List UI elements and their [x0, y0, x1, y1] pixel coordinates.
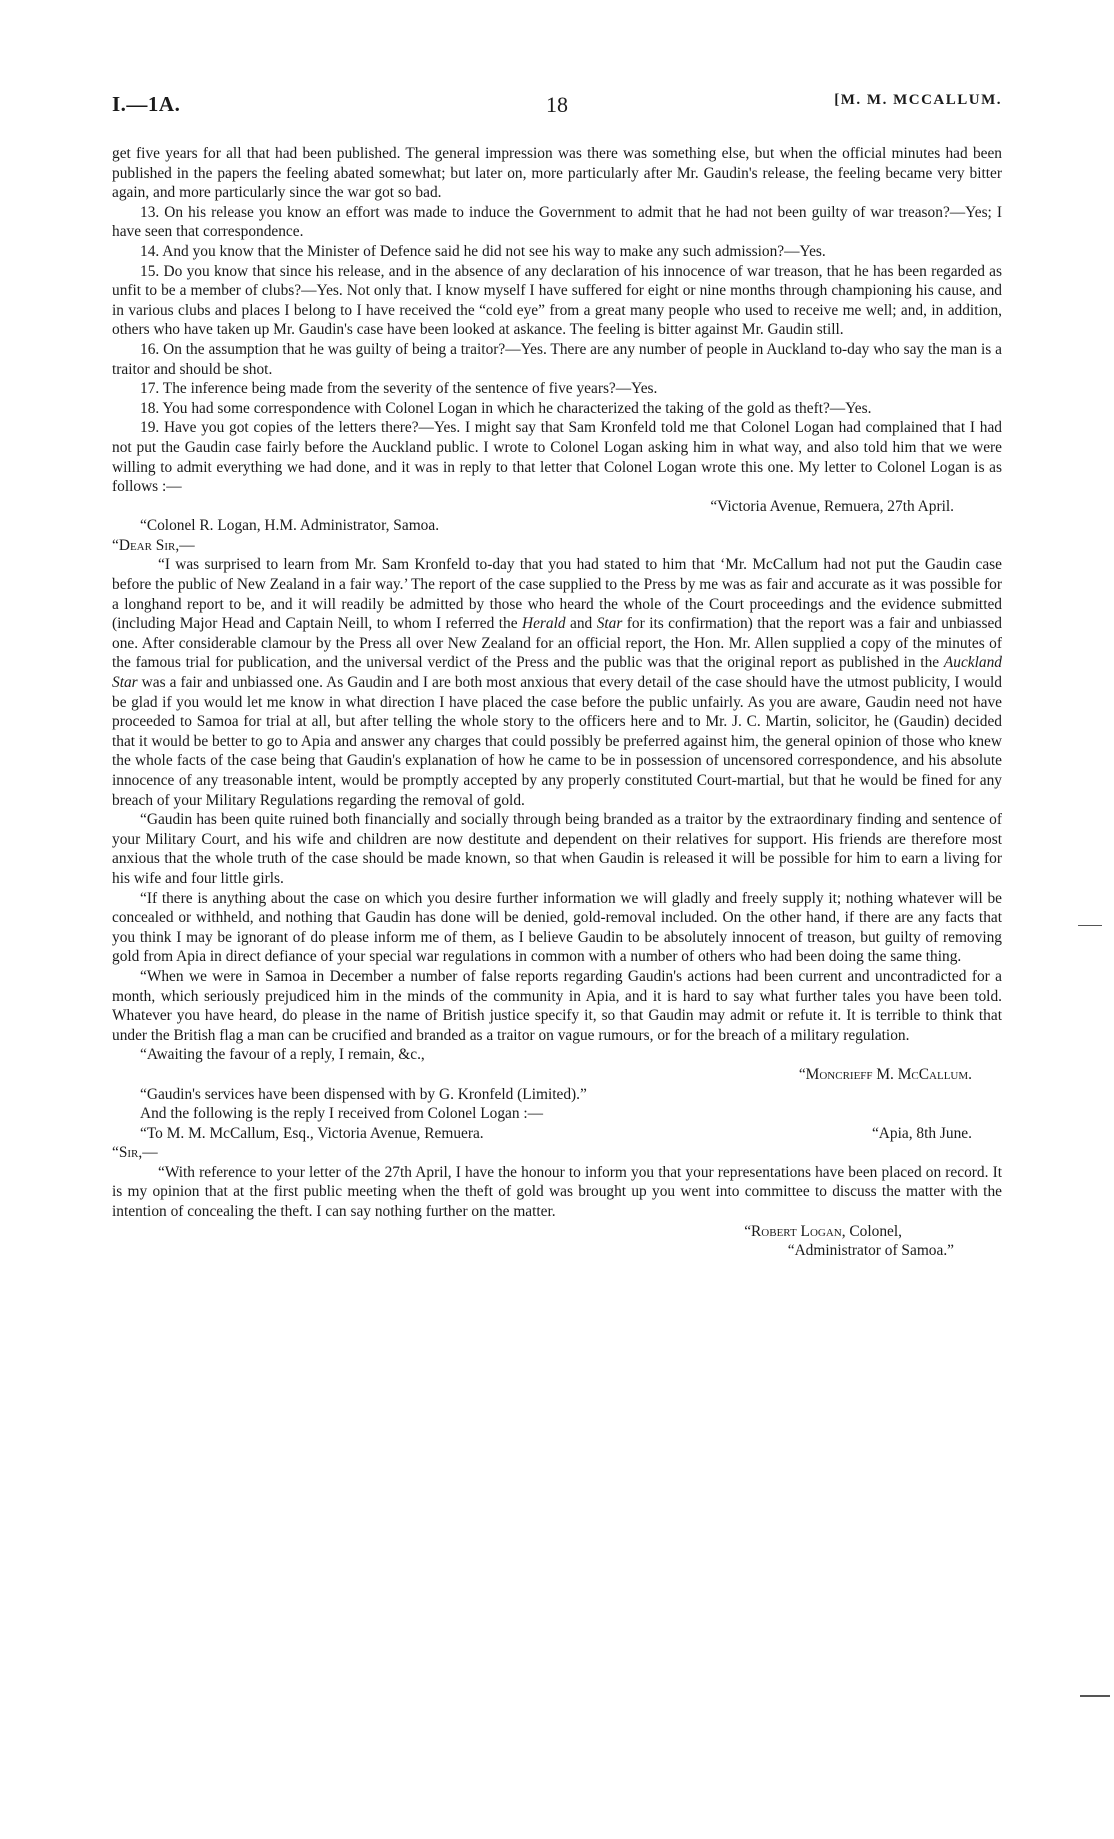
text-run: for its confirmation) that the report was a fair and unbiassed one. After considerable clamour by the Press all over New Zealand for an official report, the Hon. Mr. Allen supplied a copy of the minutes of the famous trial for publication, and the universal verdict of the Press and the public was that the original report as published in the [112, 615, 1002, 672]
signature-name: Moncrieff M. McCallum. [805, 1065, 972, 1083]
page-header [112, 92, 1002, 132]
margin-mark [1078, 925, 1102, 926]
paragraph-continuation: get five years for all that had been published. The general impression was there was something else, but when the official minutes had been published in the papers the feeling abated somewhat; but later on, more particularly after Mr. Gaudin's release, the feeling became very bitter again, and more particularly since the war got so bad. [112, 145, 1002, 202]
letter-signature [112, 1065, 1002, 1085]
newspaper-herald: Herald [521, 615, 566, 633]
reply-signature-title: “Administrator of Samoa.” [787, 1242, 954, 1260]
letter-recipient: “Colonel R. Logan, H.M. Administrator, Samoa. [140, 517, 440, 535]
reply-header-row [112, 1124, 1002, 1144]
letter-body-paragraph-3: “If there is anything about the case on which you desire further information we will gladly and freely supply it; nothing whatever will be concealed or withheld, and nothing that Gaudin has done will be denied, gold-removal included. On the other hand, if there are any facts that you think I may be ignorant of do please inform me of them, as I believe Gaudin to be absolutely innocent of treason, but guilty of removing gold from Apia in direct defiance of your special war regulations in common with a number of others who had been doing the same thing. [112, 889, 1002, 966]
quote-mark: “ [798, 1065, 806, 1083]
quote-mark: “ [744, 1222, 752, 1240]
question-19: 19. Have you got copies of the letters there?—Yes. I might say that Sam Kronfeld told me that Colonel Logan had complained that I had not put the Gaudin case fairly before the Auckland public. I wrote to Colonel Logan asking him in what way, and also told him that we were willing to admit everything we had done, and it was in reply to that letter that Colonel Logan wrote this one. My letter to Colonel Logan is as follows :— [112, 419, 1002, 496]
witness-name: [M. M. MCCALLUM. [834, 92, 1002, 108]
reply-body: “With reference to your letter of the 27th April, I have the honour to inform you that your representations have been placed on record. It is my opinion that at the first public meeting when the theft of gold was brought up you went into committee to discuss the matter with the intention of concealing the theft. I can say nothing further on the matter. [112, 1163, 1002, 1221]
text-run: and [565, 615, 597, 633]
text-run: was a fair and unbiassed one. As Gaudin and I are both most anxious that every detail of the case should have the utmost publicity, I would be glad if you would let me know in what direction I have placed the case before the public unfairly. As you are aware, Gaudin need not have proceeded to Samoa for trial at all, but after telling the whole story to the officers here and to Mr. J. C. Martin, solicitor, he (Gaudin) decided that it would be better to go to Apia and answer any charges that could possibly be preferred against him, the general opinion of those who knew the whole facts of the case being that Gaudin's explanation of how he came to be in possession of uncensored correspondence, and his absolute innocence of any treasonable intent, would be promptly accepted by any properly constituted Court-martial, but that he would be fined for any breach of your Military Regulations regarding the removal of gold. [112, 674, 1003, 809]
newspaper-auckland-star: Auckland Star [112, 654, 1002, 692]
letter-body-paragraph-4: “When we were in Samoa in December a number of false reports regarding Gaudin's actions had been current and uncontradicted for a month, which seriously prejudiced him in the minds of the community in Apia, and it is hard to say what further tales you have been told. Whatever you have heard, do please in the name of British justice specify it, so that Gaudin may admit or refute it. It is terrible to think that under the British flag a man can be crucified and branded as a traitor on vague rumours, or for the breach of a military regulation. [112, 967, 1002, 1044]
letter-closing: “Awaiting the favour of a reply, I remain, &c., [140, 1046, 425, 1064]
signature-rank: , Colonel, [841, 1222, 902, 1240]
signature-name: Robert Logan [751, 1222, 842, 1240]
reply-salutation: “Sir,— [112, 1144, 158, 1162]
paper-reference: I.—1A. [112, 92, 181, 116]
question-17: 17. The inference being made from the severity of the sentence of five years?—Yes. [140, 380, 658, 398]
newspaper-star: Star [596, 615, 623, 633]
text-run: “I was surprised to learn from Mr. Sam Kronfeld to-day that you had stated to him that ‘Mr. McCallum had not put the Gaudin case before the public of New Zealand in a fair way.’ The report of the case supplied to the Press by me was as fair and accurate as it was possible for a longhand report to be, and it will readily be admitted by those who heard the whole of the Court proceedings and the evidence submitted (including Major Head and Captain Neill, to whom I referred the [112, 556, 1002, 633]
letter-body-paragraph-1 [112, 555, 1002, 810]
margin-mark [1080, 1695, 1110, 1697]
page-number: 18 [546, 92, 568, 117]
reply-date: “Apia, 8th June. [871, 1124, 972, 1142]
letter-salutation: “Dear Sir,— [112, 536, 195, 554]
transition-text: And the following is the reply I received from Colonel Logan :— [140, 1105, 544, 1123]
question-16: 16. On the assumption that he was guilty of being a traitor?—Yes. There are any number of people in Auckland to-day who say the man is a traitor and should be shot. [112, 340, 1002, 378]
document-body [112, 144, 1002, 1261]
question-18: 18. You had some correspondence with Colonel Logan in which he characterized the taking of the gold as theft?—Yes. [140, 399, 872, 417]
question-14: 14. And you know that the Minister of Defence said he did not see his way to make any such admission?—Yes. [140, 242, 826, 260]
letter-postscript: “Gaudin's services have been dispensed with by G. Kronfeld (Limited).” [140, 1085, 587, 1103]
document-page [112, 92, 1003, 1260]
question-15: 15. Do you know that since his release, and in the absence of any declaration of his innocence of war treason, that he has been regarded as unfit to be a member of clubs?—Yes. Not only that. I know myself I have suffered for eight or nine months through championing his cause, and in various clubs and places I belong to I have received the “cold eye” from a great many people who used to receive me well; and, in addition, others who have taken up Mr. Gaudin's case have been looked at askance. The feeling is bitter against Mr. Gaudin still. [112, 262, 1002, 339]
reply-addressee: “To M. M. McCallum, Esq., Victoria Avenue, Remuera. [140, 1124, 484, 1142]
letter-address: “Victoria Avenue, Remuera, 27th April. [710, 497, 954, 515]
reply-signature [112, 1222, 1002, 1242]
letter-body-paragraph-2: “Gaudin has been quite ruined both financially and socially through being branded as a traitor by the extraordinary finding and sentence of your Military Court, and his wife and children are now destitute and dependent on their relatives for support. His friends are therefore most anxious that the whole truth of the case should be made known, so that when Gaudin is released it will be possible for him to earn a living for his wife and four little girls. [112, 811, 1002, 887]
question-13: 13. On his release you know an effort was made to induce the Government to admit that he had not been guilty of war treason?—Yes; I have seen that correspondence. [112, 203, 1002, 241]
